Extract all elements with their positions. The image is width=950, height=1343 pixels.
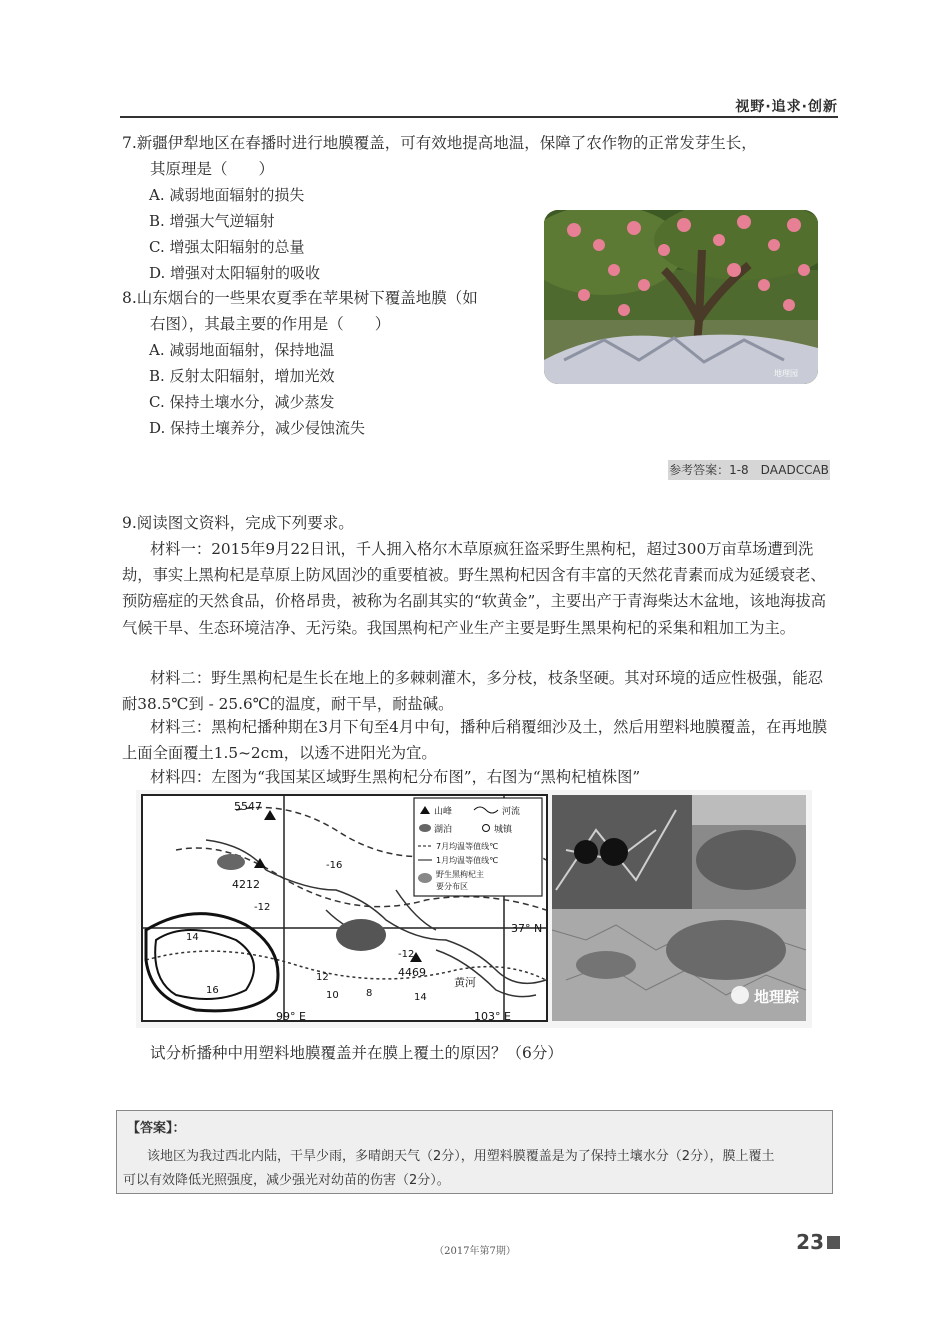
- map-iso-m16: -16: [326, 860, 343, 871]
- q9-material3: 材料三：黑枸杞播种期在3月下旬至4月中旬，播种后稍覆细沙及土，然后用塑料地膜覆盖，在再地膜上面全面覆土1.5~2cm，以透不进阳光为宜。: [122, 718, 828, 763]
- map-iso-m12a: -12: [254, 902, 271, 913]
- map-peak-4469: 4469: [398, 966, 426, 979]
- distribution-map: [142, 795, 547, 1023]
- q7-stem-line1: 7.新疆伊犁地区在春播时进行地膜覆盖，可有效地提高地温，保障了农作物的正常发芽生长，: [122, 134, 757, 152]
- plant-watermark: 地理踪: [754, 988, 800, 1006]
- map-legend: [414, 798, 542, 896]
- legend-july-isotherm: 7月均温等值线℃: [436, 842, 499, 851]
- map-iso-12: 12: [316, 972, 329, 983]
- q9-material1: 材料一：2015年9月22日讯，千人拥入格尔木草原疯狂盗采野生黑枸杞，超过300万亩草场遭到洗劫，事实上黑枸杞是草原上防风固沙的重要植被。野生黑枸杞因含有丰富的天然花青素而成为延缓衰老、预防癌症的天然食品，价格昂贵，被称为名副其实的“软黄金”，主要出产于青海柴达木盆地，该地海拔高气候干旱、生态环境洁净、无污染。我国黑枸杞产业生产主要是野生黑果枸杞的采集和粗加工为主。: [122, 540, 827, 637]
- photo-watermark: 地理园: [774, 369, 798, 378]
- map-iso-8: 8: [366, 988, 373, 999]
- q9-question: 试分析播种中用塑料地膜覆盖并在膜上覆土的原因？（6分）: [150, 1044, 563, 1062]
- footer-issue: （2017年第7期）: [434, 1246, 516, 1257]
- q8-stem-line2: 右图），其最主要的作用是（ ）: [150, 315, 391, 333]
- q7-option-c: C. 增强太阳辐射的总量: [149, 238, 305, 256]
- apple-tree-photo: [544, 210, 818, 384]
- map-iso-14a: 14: [186, 932, 199, 943]
- q7-option-b: B. 增强大气逆辐射: [149, 212, 275, 230]
- legend-lake: 湖泊: [434, 825, 453, 835]
- legend-peak: 山峰: [434, 807, 453, 817]
- header-rule: [120, 116, 838, 118]
- answer-box: [116, 1110, 833, 1194]
- map-iso-14b: 14: [414, 992, 427, 1003]
- legend-distribution-1: 野生黑枸杞主: [436, 870, 484, 879]
- q9-material2: 材料二：野生黑枸杞是生长在地上的多棘刺灌木，多分枝，枝条坚硬。其对环境的适应性极强，能忍耐38.5℃到 - 25.6℃的温度，耐干旱，耐盐碱。: [122, 669, 824, 714]
- map-iso-m12b: -12: [398, 949, 415, 960]
- answer-line2: 可以有效降低光照强度，减少强光对幼苗的伤害（2分）。: [123, 1173, 450, 1188]
- answer-label: 【答案】：: [127, 1121, 186, 1136]
- header-tag: 视野·追求·创新: [735, 99, 838, 115]
- legend-river: 河流: [502, 807, 521, 817]
- page-number-square: [827, 1236, 840, 1249]
- map-peak-5547: 5547: [234, 800, 262, 813]
- map-iso-10: 10: [326, 990, 339, 1001]
- q7-option-a: A. 减弱地面辐射的损失: [149, 186, 305, 204]
- q8-stem-line1: 8.山东烟台的一些果农夏季在苹果树下覆盖地膜（如: [122, 289, 478, 307]
- map-lon-103: 103° E: [474, 1010, 511, 1023]
- answer-line1: 该地区为我过西北内陆，干旱少雨，多晴朗天气（2分），用塑料膜覆盖是为了保持土壤水分（2分），膜上覆土: [147, 1149, 775, 1164]
- figure-panel: [136, 790, 812, 1028]
- q9-title: 9.阅读图文资料，完成下列要求。: [122, 514, 354, 532]
- map-peak-4212: 4212: [232, 878, 260, 891]
- black-goji-plant-photo: [552, 795, 806, 1021]
- legend-jan-isotherm: 1月均温等值线℃: [436, 856, 499, 865]
- legend-distribution-2: 要分布区: [436, 882, 468, 891]
- q8-option-a: A. 减弱地面辐射，保持地温: [149, 341, 335, 359]
- legend-town: 城镇: [494, 825, 513, 835]
- q7-option-d: D. 增强对太阳辐射的吸收: [149, 264, 321, 282]
- q8-option-b: B. 反射太阳辐射，增加光效: [149, 367, 335, 385]
- map-river-label: 黄河: [454, 976, 476, 989]
- q7-stem-line2: 其原理是（ ）: [150, 160, 275, 178]
- q8-option-d: D. 保持土壤养分，减少侵蚀流失: [149, 419, 366, 437]
- map-iso-16: 16: [206, 985, 219, 996]
- reference-answer: 参考答案：1-8 DAADCCAB: [668, 460, 830, 480]
- page-number: 23: [796, 1230, 824, 1254]
- map-lat-label: 37° N: [511, 922, 543, 935]
- q8-option-c: C. 保持土壤水分，减少蒸发: [149, 393, 335, 411]
- q9-material4: 材料四：左图为“我国某区域野生黑枸杞分布图”，右图为“黑枸杞植株图”: [150, 768, 641, 786]
- map-lon-99: 99° E: [276, 1010, 306, 1023]
